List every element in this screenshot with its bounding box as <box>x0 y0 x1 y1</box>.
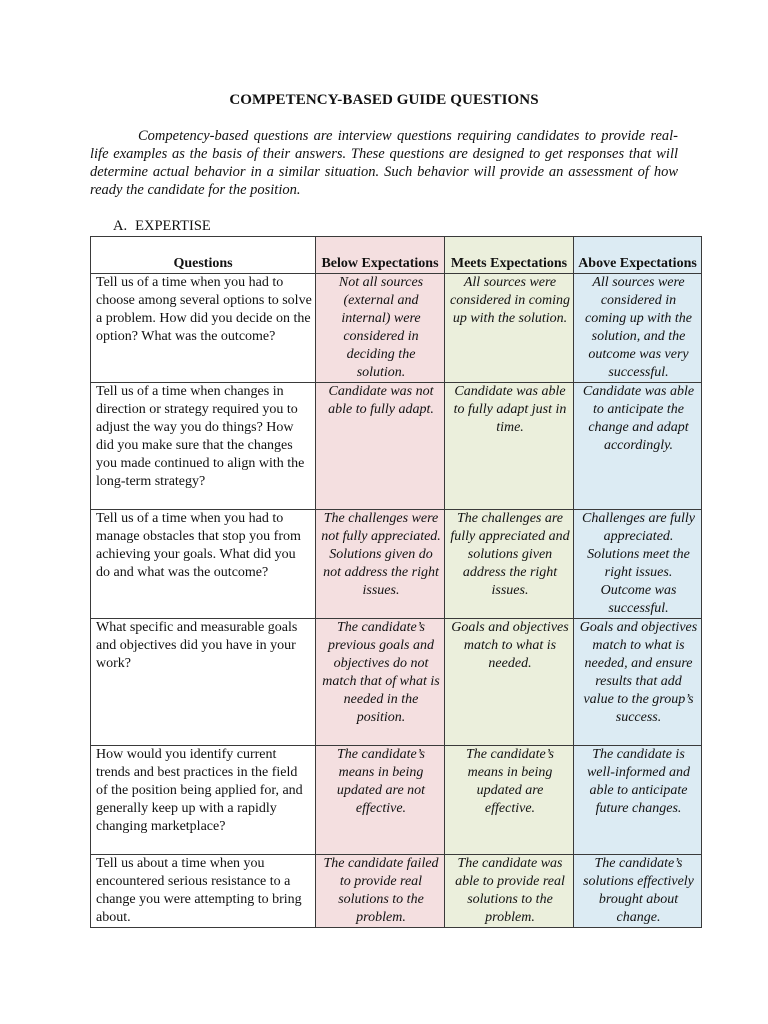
below-cell: The challenges were not fully appreciated. Solutions given do not address the right issues. <box>316 510 445 619</box>
table-row <box>91 383 702 510</box>
header-above-expectations: Above Expectations <box>574 237 702 274</box>
meets-cell: Goals and objectives match to what is needed. <box>445 619 574 746</box>
meets-cell: The candidate’s means in being updated are effective. <box>445 746 574 855</box>
above-cell: The candidate is well-informed and able to anticipate future changes. <box>574 746 702 855</box>
question-cell: Tell us about a time when you encountered serious resistance to a change you were attempting to bring about. <box>91 855 316 928</box>
below-cell: Not all sources (external and internal) were considered in deciding the solution. <box>316 274 445 383</box>
competency-table <box>90 236 702 928</box>
below-cell: Candidate was not able to fully adapt. <box>316 383 445 510</box>
above-cell: The candidate’s solutions effectively brought about change. <box>574 855 702 928</box>
above-cell: Candidate was able to anticipate the change and adapt accordingly. <box>574 383 702 510</box>
meets-cell: Candidate was able to fully adapt just in time. <box>445 383 574 510</box>
meets-cell: The candidate was able to provide real solutions to the problem. <box>445 855 574 928</box>
table-row <box>91 746 702 855</box>
section-name: EXPERTISE <box>135 218 211 234</box>
question-cell: Tell us of a time when you had to manage obstacles that stop you from achieving your goals. What did you do and what was the outcome? <box>91 510 316 619</box>
table-row <box>91 855 702 928</box>
header-below-expectations: Below Expectations <box>316 237 445 274</box>
section-letter: A. <box>113 218 128 234</box>
question-cell: How would you identify current trends and best practices in the field of the position being applied for, and generally keep up with a rapidly changing marketplace? <box>91 746 316 855</box>
meets-cell: The challenges are fully appreciated and solutions given address the right issues. <box>445 510 574 619</box>
below-cell: The candidate failed to provide real solutions to the problem. <box>316 855 445 928</box>
table-row <box>91 619 702 746</box>
table-row <box>91 274 702 383</box>
below-cell: The candidate’s previous goals and objectives do not match that of what is needed in the position. <box>316 619 445 746</box>
question-cell: What specific and measurable goals and objectives did you have in your work? <box>91 619 316 746</box>
below-cell: The candidate’s means in being updated are not effective. <box>316 746 445 855</box>
above-cell: All sources were considered in coming up with the solution, and the outcome was very successful. <box>574 274 702 383</box>
table-row <box>91 510 702 619</box>
page-title: COMPETENCY-BASED GUIDE QUESTIONS <box>229 92 539 108</box>
section-heading <box>113 218 211 235</box>
question-cell: Tell us of a time when changes in direction or strategy required you to adjust the way you do things? How did you make sure that the changes you made continued to align with the long-term strategy? <box>91 383 316 510</box>
header-questions: Questions <box>91 237 316 274</box>
above-cell: Goals and objectives match to what is needed, and ensure results that add value to the group’s success. <box>574 619 702 746</box>
header-meets-expectations: Meets Expectations <box>445 237 574 274</box>
meets-cell: All sources were considered in coming up with the solution. <box>445 274 574 383</box>
above-cell: Challenges are fully appreciated. Solutions meet the right issues. Outcome was successful. <box>574 510 702 619</box>
intro-paragraph: Competency-based questions are interview questions requiring candidates to provide real-life examples as the basis of their answers. These questions are designed to get responses that will determine actual behavior in a similar situation. Such behavior will provide an assessment of how ready the candidate for the position. <box>90 128 678 198</box>
table-header-row <box>91 237 702 274</box>
question-cell: Tell us of a time when you had to choose among several options to solve a problem. How did you decide on the option? What was the outcome? <box>91 274 316 383</box>
